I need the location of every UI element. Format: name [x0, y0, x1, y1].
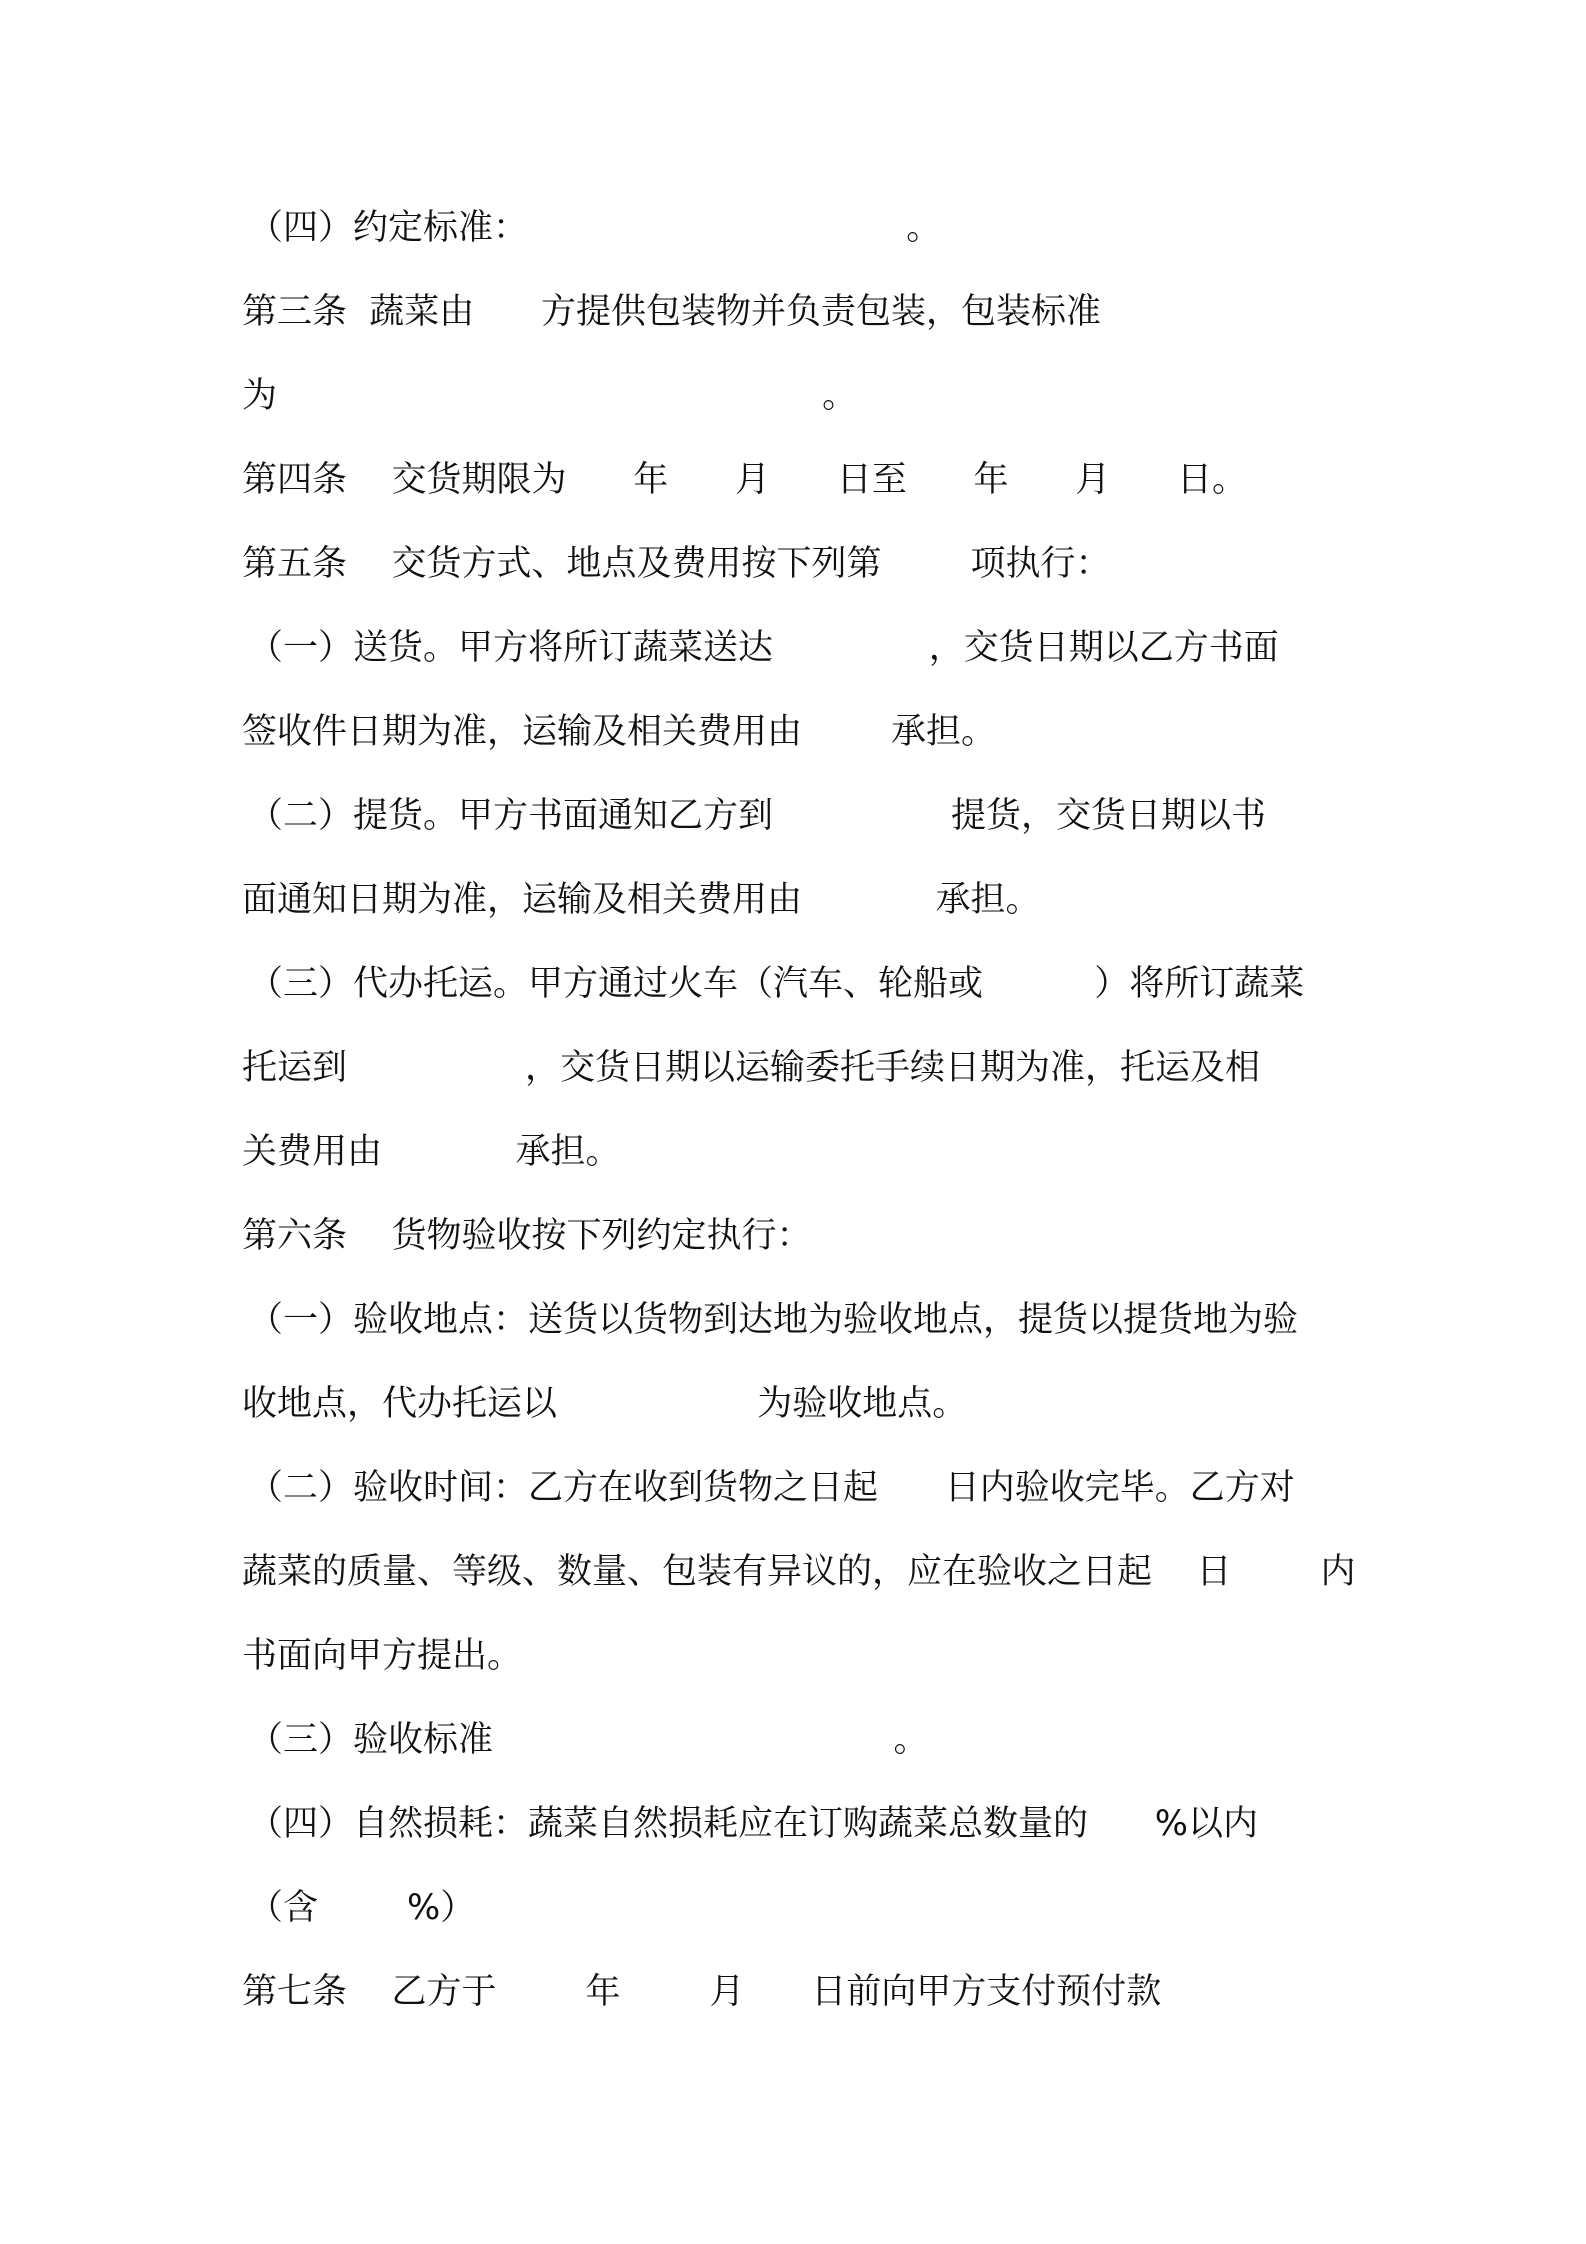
- text-line: 第五条 交货方式、地点及费用按下列第 项执行：: [242, 544, 1111, 584]
- text-line: 托运到 ，交货日期以运输委托手续日期为准，托运及相: [242, 1048, 1261, 1088]
- text-line: （四）自然损耗：蔬菜自然损耗应在订购蔬菜总数量的 %以内: [248, 1804, 1259, 1844]
- text-line: （二）验收时间：乙方在收到货物之日起 日内验收完毕。乙方对: [248, 1468, 1295, 1508]
- text-line: 为 。: [242, 376, 858, 416]
- text-line: 面通知日期为准，运输及相关费用由 承担。: [242, 880, 1041, 920]
- text-line: 第四条 交货期限为 年 月 日至 年 月 日。: [242, 460, 1248, 500]
- text-line: （三）验收标准 。: [248, 1720, 929, 1760]
- text-line: （二）提货。甲方书面通知乙方到 提货，交货日期以书: [248, 796, 1267, 836]
- text-line: 第六条 货物验收按下列约定执行：: [242, 1216, 812, 1256]
- text-line: 收地点，代办托运以 为验收地点。: [242, 1384, 968, 1424]
- text-line: （三）代办托运。甲方通过火车（汽车、轮船或 ）将所订蔬菜: [248, 964, 1305, 1004]
- text-line: 签收件日期为准，运输及相关费用由 承担。: [242, 712, 997, 752]
- text-line: 第七条 乙方于 年 月 日前向甲方支付预付款: [242, 1972, 1162, 2012]
- text-line: 书面向甲方提出。: [242, 1636, 523, 1676]
- text-line: （一）验收地点：送货以货物到达地为验收地点，提货以提货地为验: [248, 1300, 1299, 1340]
- text-line: 关费用由 承担。: [242, 1132, 621, 1172]
- text-line: 蔬菜的质量、等级、数量、包装有异议的，应在验收之日起 日 内: [242, 1552, 1356, 1592]
- text-line: （含 %）: [248, 1888, 476, 1928]
- text-line: （四）约定标准： 。: [248, 208, 942, 248]
- text-line: 第三条 蔬菜由 方提供包装物并负责包装，包装标准: [242, 292, 1102, 332]
- text-line: （一）送货。甲方将所订蔬菜送达 ，交货日期以乙方书面: [248, 628, 1279, 668]
